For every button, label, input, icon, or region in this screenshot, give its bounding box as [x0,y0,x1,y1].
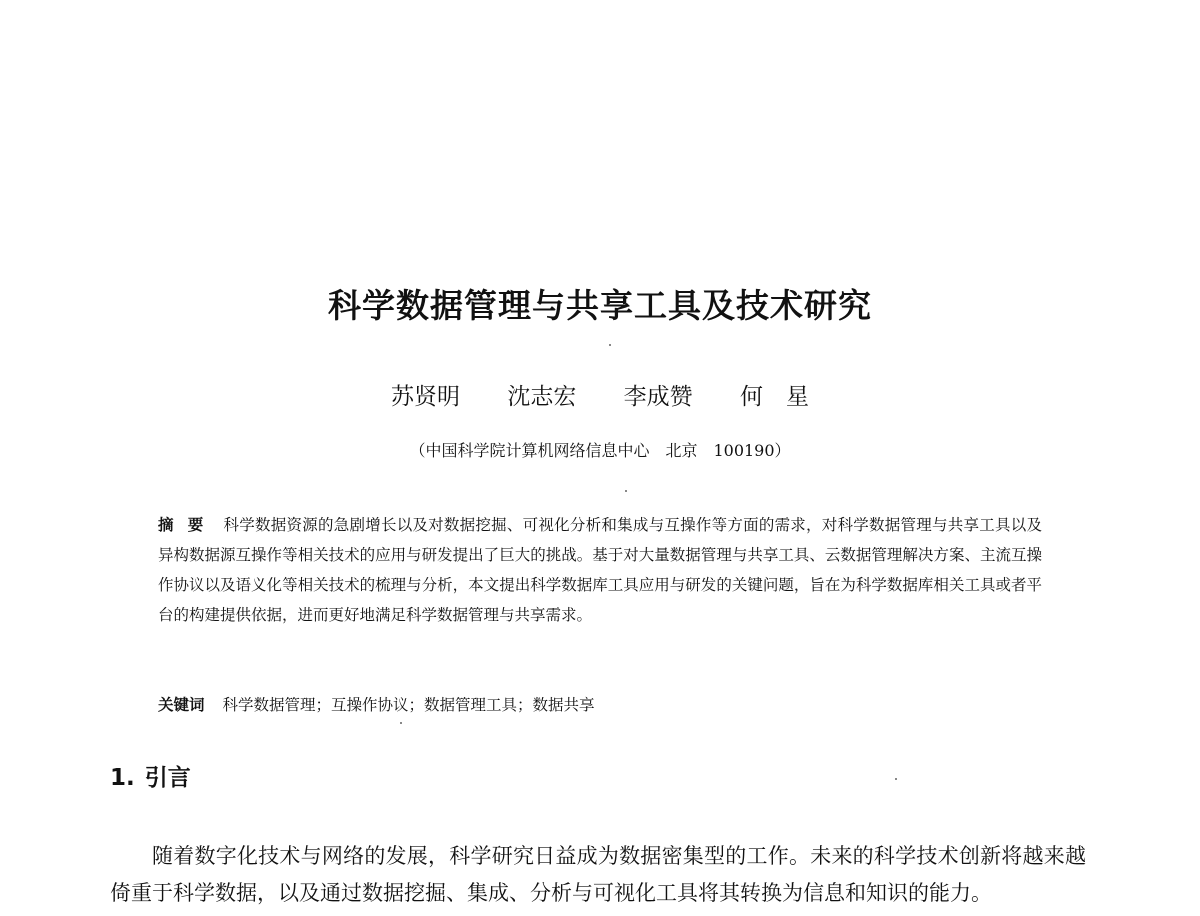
author-name: 李成赞 [623,384,693,410]
author-name: 何 星 [739,384,809,410]
paper-title: 科学数据管理与共享工具及技术研究 [328,286,872,325]
section-number: 1. [110,765,135,791]
section-title: 引言 [144,765,191,791]
author-name: 沈志宏 [507,384,577,410]
keywords-block [158,690,1042,720]
body-paragraph [110,838,1086,912]
keywords-text: 科学数据管理；互操作协议；数据管理工具；数据共享 [222,696,595,714]
scan-speck [625,490,627,492]
section-heading [110,760,191,796]
scan-speck [400,722,402,724]
author-list [0,380,1200,414]
abstract-label: 摘要 [158,516,218,534]
body-paragraph-text: 随着数字化技术与网络的发展，科学研究日益成为数据密集型的工作。未来的科学技术创新将越来越倚重于科学数据，以及通过数据挖掘、集成、分析与可视化工具将其转换为信息和知识的能力。 [110,844,1086,905]
abstract-block [158,510,1042,630]
keywords-label: 关键词 [158,696,205,714]
abstract-text: 科学数据资源的急剧增长以及对数据挖掘、可视化分析和集成与互操作等方面的需求，对科学数据管理与共享工具以及异构数据源互操作等相关技术的应用与研发提出了巨大的挑战。基于对大量数据管理与共享工具、云数据管理解决方案、主流互操作协议以及语义化等相关技术的梳理与分析，本文提出科学数据库工具应用与研发的关键问题，旨在为科学数据库相关工具或者平台的构建提供依据，进而更好地满足科学数据管理与共享需求。 [158,516,1042,624]
author-affiliation: （中国科学院计算机网络信息中心 北京 100190） [409,441,791,460]
author-name: 苏贤明 [391,384,461,410]
scan-speck [895,778,897,780]
scan-speck [609,344,611,346]
